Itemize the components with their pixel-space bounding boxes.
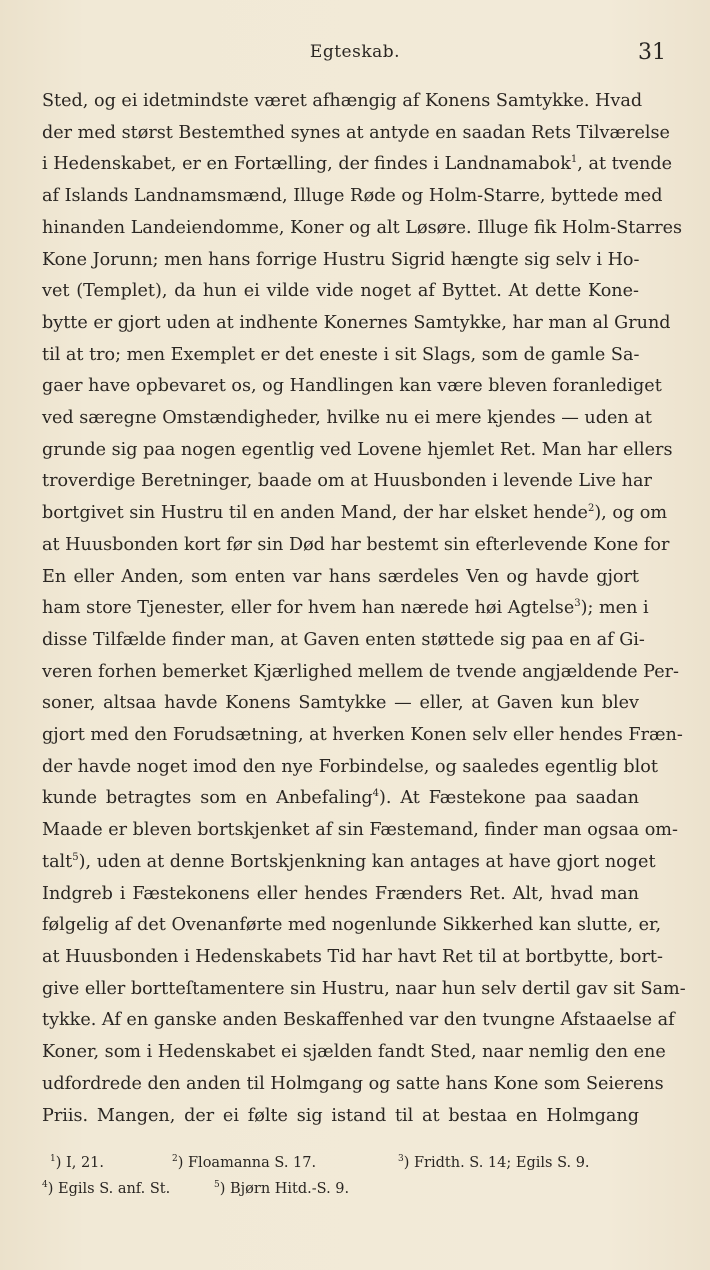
text-line: der havde noget imod den nye Forbindelse, og saaledes egentlig blot: [42, 756, 658, 777]
text-line: Priis. Mangen, der ei følte sig istand til at bestaa en Holmgang: [42, 1105, 639, 1126]
footnote-ref: 3: [574, 598, 581, 610]
running-title: Egteskab.: [309, 42, 401, 62]
text-line: af Islands Landnamsmænd, Illuge Røde og Holm-Starre, byttede med: [42, 186, 663, 207]
text-line: veren forhen bemerket Kjærlighed mellem de tvende angjældende Per-: [42, 661, 679, 682]
text-line: gjort med den Forudsætning, at hverken Konen selv eller hendes Fræn-: [42, 725, 683, 746]
footnote: $^1$) I, 21.: [50, 1154, 105, 1171]
body-text: [42, 86, 686, 1132]
footnote-ref: 1: [570, 154, 578, 166]
text-line: Koner, som i Hedenskabet ei sjælden fandt Sted, naar nemlig den ene: [42, 1042, 666, 1063]
footnote: $^5$) Bjørn Hitd.-S. 9.: [214, 1180, 350, 1197]
text-line: give eller bortteſtamentere sin Hustru, naar hun selv dertil gav sit Sam-: [42, 978, 686, 999]
text-line: Indgreb i Fæstekonens eller hendes Frænders Ret. Alt, hvad man: [42, 883, 639, 904]
text-line: disse Tilfælde finder man, at Gaven enten støttede sig paa en af Gi-: [42, 629, 645, 650]
text-line: gaer have opbevaret os, og Handlingen kan være bleven foranlediget: [42, 376, 662, 397]
text-line: Kone Jorunn; men hans forrige Hustru Sigrid hængte sig selv i Ho-: [42, 249, 640, 270]
text-line: tykke. Af en ganske anden Beskaffenhed var den tvungne Afstaaelse af: [42, 1010, 675, 1031]
page-number: 31: [638, 40, 666, 65]
text-line: soner, altsaa havde Konens Samtykke — eller, at Gaven kun blev: [42, 693, 639, 714]
page-header: [40, 40, 670, 68]
text-line: til at tro; men Exemplet er det eneste i sit Slags, som de gamle Sa-: [42, 344, 640, 365]
text-line: bytte er gjort uden at indhente Konernes Samtykke, har man al Grund: [42, 312, 671, 333]
text-line: at Huusbonden kort før sin Død har bestemt sin efterlevende Kone for: [42, 534, 670, 555]
text-line: der med størst Bestemthed synes at antyde en saadan Rets Tilværelse: [42, 122, 670, 143]
text-line: Sted, og ei idetmindste været afhængig af Konens Samtykke. Hvad: [42, 91, 643, 111]
text-line: udfordrede den anden til Holmgang og satte hans Kone som Seierens: [42, 1073, 664, 1094]
text-line: ham store Tjenester, eller for hvem han nærede høi Agtelse$^3$); men i: [42, 598, 649, 619]
footnote-row: [42, 1176, 639, 1202]
text-line: En eller Anden, som enten var hans særdeles Ven og havde gjort: [42, 566, 639, 587]
text-line: vet (Templet), da hun ei vilde vide noget af Byttet. At dette Kone-: [42, 281, 639, 302]
text-line: følgelig af det Ovenanførte med nogenlunde Sikkerhed kan slutte, er,: [42, 915, 662, 936]
footnote: $^4$) Egils S. anf. St.: [42, 1180, 171, 1197]
text-line: talt$^5$), uden at denne Bortskjenkning kan antages at have gjort noget: [42, 851, 656, 872]
footnote: $^2$) Floamanna S. 17.: [172, 1154, 317, 1171]
text-line: troverdige Beretninger, baade om at Huusbonden i levende Live har: [42, 471, 652, 492]
text-line: i Hedenskabet, er en Fortælling, der findes i Landnamabok$^1$, at tvende: [42, 154, 673, 175]
text-line: ved særegne Omstændigheder, hvilke nu ei mere kjendes — uden at: [42, 408, 652, 429]
text-line: hinanden Landeiendomme, Koner og alt Løsøre. Illuge fik Holm-Starres: [42, 217, 683, 238]
footnotes: [42, 1150, 639, 1202]
footnote-ref: 5: [72, 852, 79, 864]
text-line: at Huusbonden i Hedenskabets Tid har havt Ret til at bortbytte, bort-: [42, 946, 663, 967]
text-line: Maade er bleven bortskjenket af sin Fæstemand, finder man ogsaa om-: [42, 820, 678, 841]
text-line: bortgivet sin Hustru til en anden Mand, der har elsket hende$^2$), og om: [42, 503, 668, 524]
footnote: $^3$) Fridth. S. 14; Egils S. 9.: [398, 1154, 590, 1171]
text-line: grunde sig paa nogen egentlig ved Lovene hjemlet Ret. Man har ellers: [42, 439, 673, 460]
footnote-ref: 2: [587, 503, 595, 515]
footnote-ref: 4: [372, 788, 380, 800]
text-line: kunde betragtes som en Anbefaling$^4$). At Fæstekone paa saadan: [42, 788, 639, 809]
footnote-row: [42, 1150, 639, 1176]
